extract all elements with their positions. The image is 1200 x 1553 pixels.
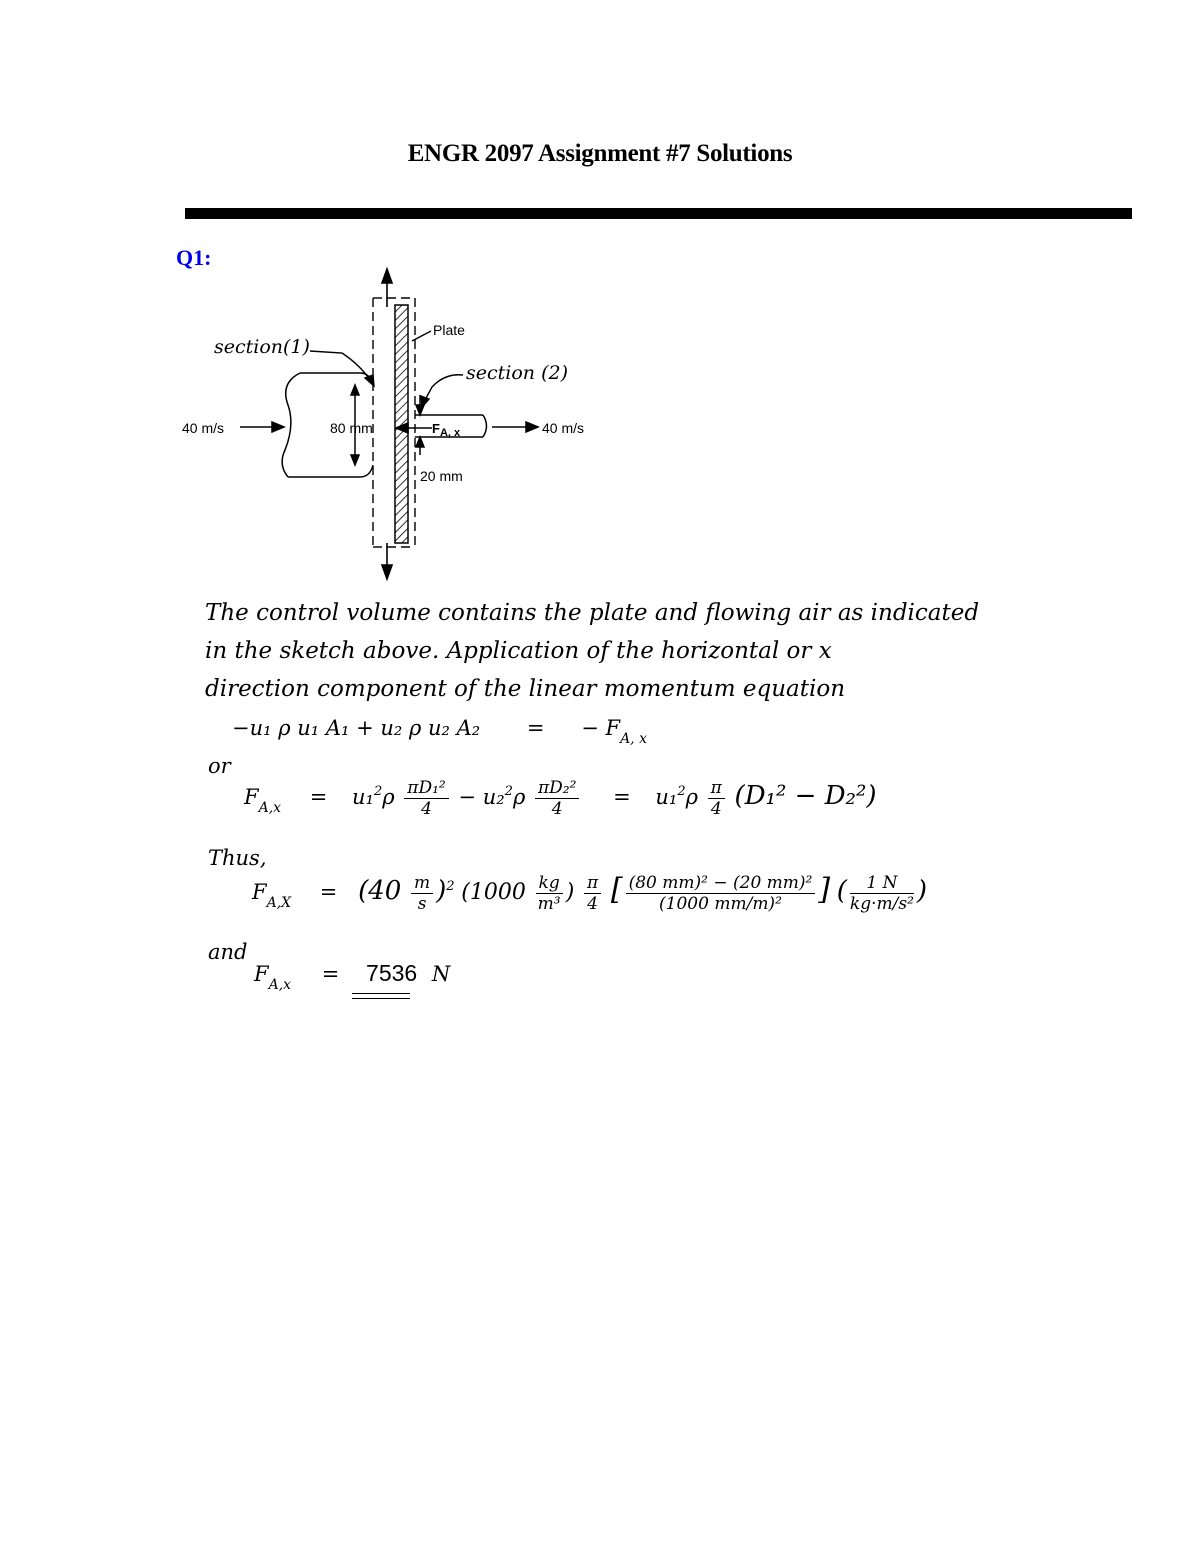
eq3-velocity: (40: [358, 876, 402, 906]
eq2-term2-denominator: 4: [551, 799, 563, 819]
eq3-velocity-exponent: 2: [446, 879, 455, 894]
equation-3: $F_{A,X} = (40$ $\frac{m}{s}$ )$^2$ (1000 $\frac{kg}{\text{m³}}$ ) $\frac{\pi}{4}$ [ $\frac{\text{(80 mm)² − (20 mm)²}}{\text{(1000 mm/m)²}}$ ] ( $\frac{1 N}{\text{kg·m/s²}}$ ): [252, 872, 928, 914]
eq2-rhs-numerator: π: [708, 778, 725, 799]
eq2-force: F: [244, 785, 259, 809]
eq2-rhs-parenthesis: (D₁² − D₂²): [734, 781, 877, 811]
result-double-underline: [352, 993, 410, 999]
eq2-equals: =: [309, 785, 328, 809]
question-label: Q1:: [176, 245, 212, 270]
force-label-sub: A, x: [439, 427, 461, 439]
eq2-term1-denominator: 4: [421, 799, 432, 819]
eq3-density-close: ): [565, 880, 575, 905]
eq2-term1-numerator: πD₁²: [404, 778, 448, 799]
eq2-term1: u₁: [352, 785, 374, 809]
eq2-term2-numerator: πD₂²: [535, 778, 579, 799]
eq4-value: 7536: [366, 960, 418, 986]
eq2-force-subscript: A,x: [258, 800, 282, 816]
eq3-density: (1000: [461, 880, 526, 905]
explanation-line-3: direction component of the linear momentum equation: [205, 676, 846, 702]
section2-label: section (2): [466, 362, 568, 384]
eq2-equals-2: =: [613, 785, 631, 809]
eq3-bracket-numerator: (80 mm)² − (20 mm)²: [626, 873, 816, 894]
vertical-flow-arrows: [382, 269, 392, 579]
eq3-pi-denominator: 4: [587, 894, 598, 914]
eq3-conversion-denominator: kg·m/s²: [849, 894, 914, 914]
eq4-force: F: [254, 962, 269, 986]
explanation-line-2: in the sketch above. Application of the horizontal or x: [205, 638, 832, 664]
equation-1: [232, 716, 647, 747]
inlet-velocity-label: 40 m/s: [182, 420, 225, 436]
section1-label: section(1): [214, 336, 310, 358]
header-rule: [185, 208, 1132, 219]
eq4-unit: N: [431, 962, 451, 986]
and-label: and: [208, 940, 248, 964]
eq3-conversion-numerator: 1 N: [850, 873, 914, 894]
outlet-jet: [415, 395, 487, 455]
eq2-rhs-term: u₁: [655, 785, 678, 809]
eq3-velocity-close: ): [436, 876, 447, 906]
or-label: or: [208, 754, 231, 778]
eq3-velocity-numerator: m: [411, 873, 433, 894]
eq4-equals: =: [321, 962, 340, 986]
force-label-main: F: [432, 421, 440, 436]
jet-diameter-label: 20 mm: [420, 468, 463, 484]
equation-4: [254, 960, 451, 993]
inlet-diameter-label: 80 mm: [330, 420, 373, 436]
eq3-force: F: [252, 880, 267, 904]
eq3-force-subscript: A,X: [266, 895, 292, 911]
eq1-lhs: −u₁ ρ u₁ A₁ + u₂ ρ u₂ A₂: [232, 716, 481, 740]
thus-label: Thus,: [208, 846, 267, 870]
eq1-rhs: − F: [581, 716, 621, 740]
outlet-velocity-label: 40 m/s: [542, 420, 585, 436]
eq3-velocity-denominator: s: [417, 894, 427, 914]
eq4-force-subscript: A,x: [268, 977, 292, 993]
eq3-pi-numerator: π: [584, 873, 601, 894]
eq3-bracket-denominator: (1000 mm/m)²: [659, 894, 782, 914]
eq2-minus: −: [458, 785, 477, 809]
flow-arrows: [240, 422, 538, 433]
eq3-density-numerator: kg: [536, 873, 563, 894]
plate-label: Plate: [433, 322, 465, 338]
control-volume-diagram: [170, 265, 630, 585]
equation-2: $F_{A,x} = u_1^2\rho$ $\frac{\text{πD₁²}}{4}$ − u₂$^2$ρ $\frac{\text{πD₂²}}{4}$ = u₁$^2$ρ $\frac{\pi}{4}$ (D₁² − D₂²): [244, 778, 877, 819]
eq3-equals: =: [319, 880, 338, 904]
page-title: ENGR 2097 Assignment #7 Solutions: [407, 140, 793, 167]
eq2-term2: u₂: [482, 785, 505, 809]
leader-lines: [310, 331, 463, 407]
eq3-density-denominator: m³: [537, 894, 561, 914]
explanation-line-1: The control volume contains the plate and flowing air as indicated: [205, 600, 980, 626]
eq1-equals: =: [526, 716, 545, 740]
eq2-rhs-denominator: 4: [710, 799, 722, 819]
eq1-rhs-subscript: A, x: [620, 731, 647, 747]
